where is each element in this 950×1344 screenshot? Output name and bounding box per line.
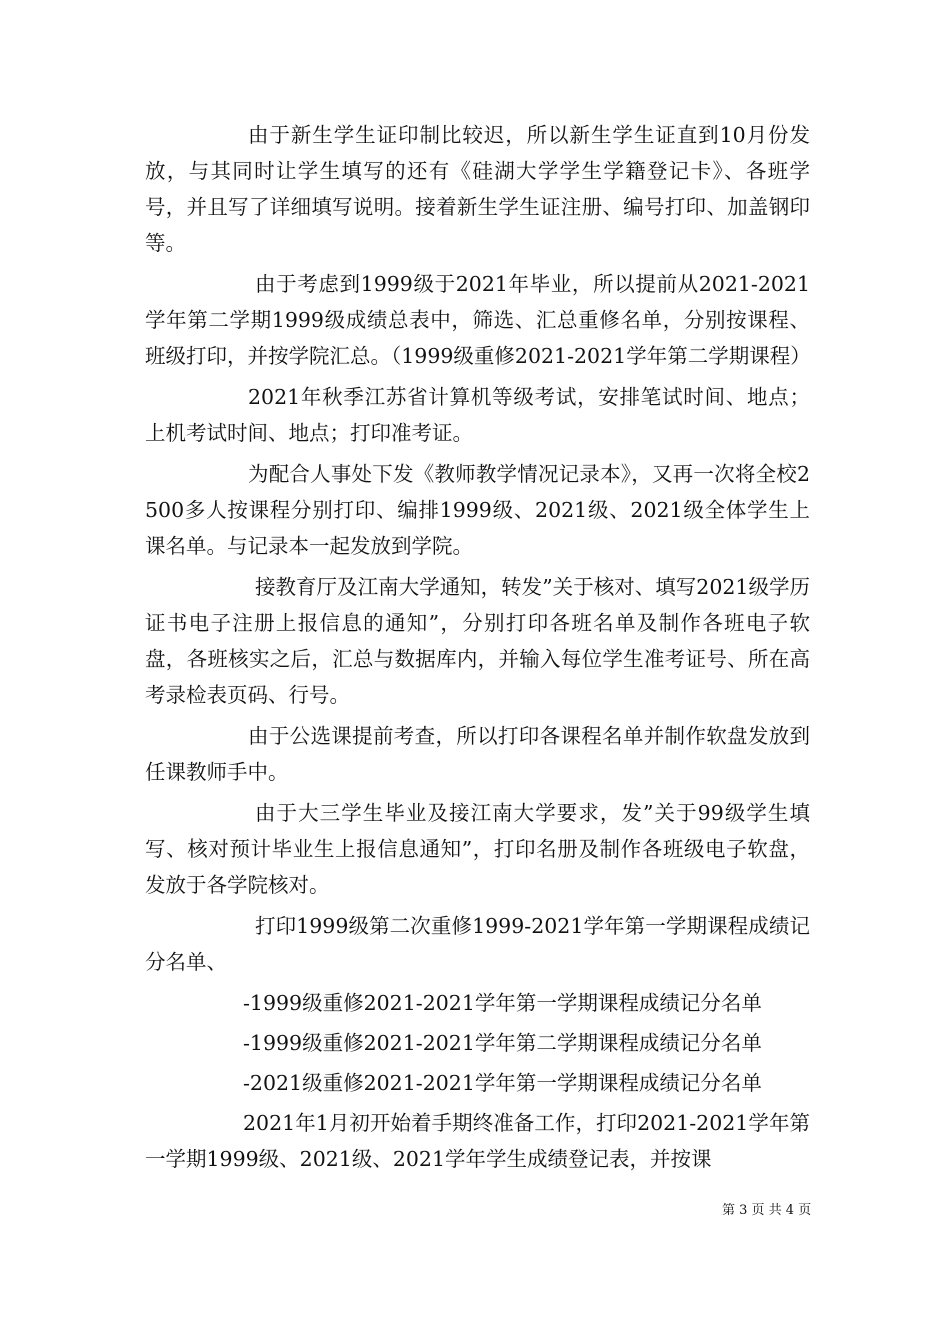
paragraph-second-retake: 打印1999级第二次重修1999-2021学年第一学期课程成绩记分名单、 [145, 914, 810, 974]
paragraph-retake-list: 由于考虑到1999级于2021年毕业，所以提前从2021-2021学年第二学期1999级成绩总表中，筛选、汇总重修名单，分别按课程、班级打印，并按学院汇总。（1999级重修2021-2021学年第二学期课程） [145, 272, 811, 368]
page-number: 第 3 页 共 4 页 [722, 1203, 812, 1218]
document-body [145, 117, 810, 1182]
paragraph-diploma-registration: 接教育厅及江南大学通知，转发”关于核对、填写2021级学历证书电子注册上报信息的通知”，分别打印各班名单及制作各班电子软盘，各班核实之后，汇总与数据库内，并输入每位学生准考证号、所在高考录检表页码、行号。 [145, 575, 810, 707]
paragraph-student-id: 由于新生学生证印制比较迟，所以新生学生证直到10月份发放，与其同时让学生填写的还有《硅湖大学学生学籍登记卡》、各班学号，并且写了详细填写说明。接着新生学生证注册、编号打印、加盖钢印等。 [145, 123, 810, 255]
list-item: -1999级重修2021-2021学年第二学期课程成绩记分名单 [243, 1031, 762, 1055]
paragraph-final-exam-prep: 2021年1月初开始着手期终准备工作，打印2021-2021学年第一学期1999级、2021级、2021学年学生成绩登记表，并按课 [145, 1111, 810, 1171]
paragraph-teaching-record: 为配合人事处下发《教师教学情况记录本》，又再一次将全校2500多人按课程分别打印、编排1999级、2021级、2021级全体学生上课名单。与记录本一起发放到学院。 [145, 462, 810, 558]
retake-list [145, 985, 810, 1101]
paragraph-graduation-info: 由于大三学生毕业及接江南大学要求，发”关于99级学生填写、核对预计毕业生上报信息通知”，打印名册及制作各班级电子软盘，发放于各学院核对。 [145, 801, 810, 897]
list-item: -1999级重修2021-2021学年第一学期课程成绩记分名单 [243, 991, 762, 1015]
paragraph-computer-exam: 2021年秋季江苏省计算机等级考试，安排笔试时间、地点；上机考试时间、地点；打印准考证。 [145, 385, 810, 445]
list-item: -2021级重修2021-2021学年第一学期课程成绩记分名单 [243, 1071, 762, 1095]
paragraph-elective-exam: 由于公选课提前考查，所以打印各课程名单并制作软盘发放到任课教师手中。 [145, 724, 810, 784]
